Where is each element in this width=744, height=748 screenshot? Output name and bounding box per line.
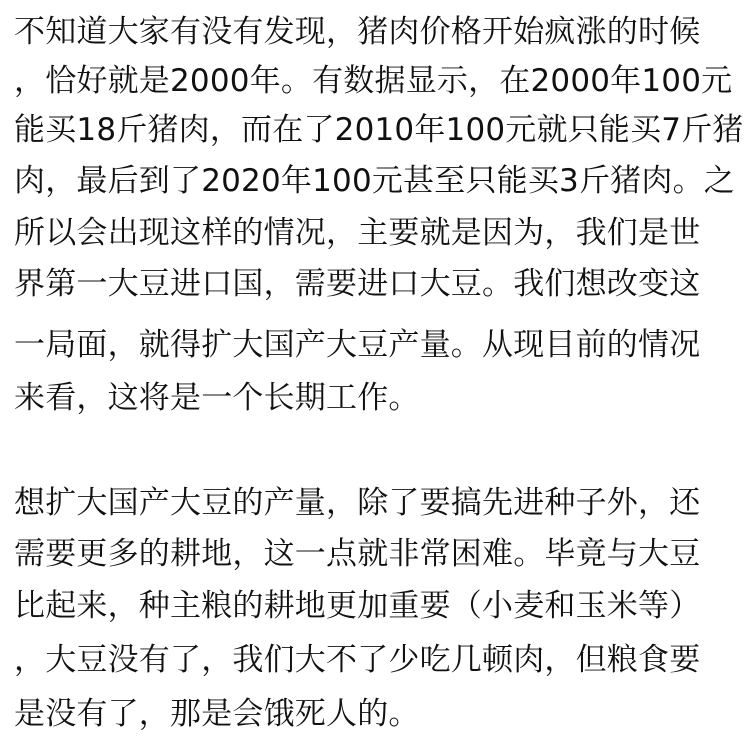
text-line: 肉，最后到了2020年100元甚至只能买3斤猪肉。之	[14, 163, 735, 199]
text-line: 比起来，种主粮的耕地更加重要（小麦和玉米等）	[14, 588, 701, 624]
text-line: 来看，这将是一个长期工作。	[14, 380, 420, 416]
text-line: ，恰好就是2000年。有数据显示，在2000年100元	[14, 63, 733, 99]
text-line: 不知道大家有没有发现，猪肉价格开始疯涨的时候	[14, 14, 701, 50]
text-line: 是没有了，那是会饿死人的。	[14, 696, 420, 732]
text-line: 想扩大国产大豆的产量，除了要搞先进种子外，还	[14, 485, 701, 521]
text-line: 所以会出现这样的情况，主要就是因为，我们是世	[14, 215, 701, 251]
text-line: 需要更多的耕地，这一点就非常困难。毕竟与大豆	[14, 536, 701, 572]
text-line: ，大豆没有了，我们大不了少吃几顿肉，但粮食要	[14, 642, 701, 678]
text-line: 界第一大豆进口国，需要进口大豆。我们想改变这	[14, 266, 701, 302]
text-line: 一局面，就得扩大国产大豆产量。从现目前的情况	[14, 327, 701, 363]
text-line: 能买18斤猪肉，而在了2010年100元就只能买7斤猪	[14, 112, 744, 148]
